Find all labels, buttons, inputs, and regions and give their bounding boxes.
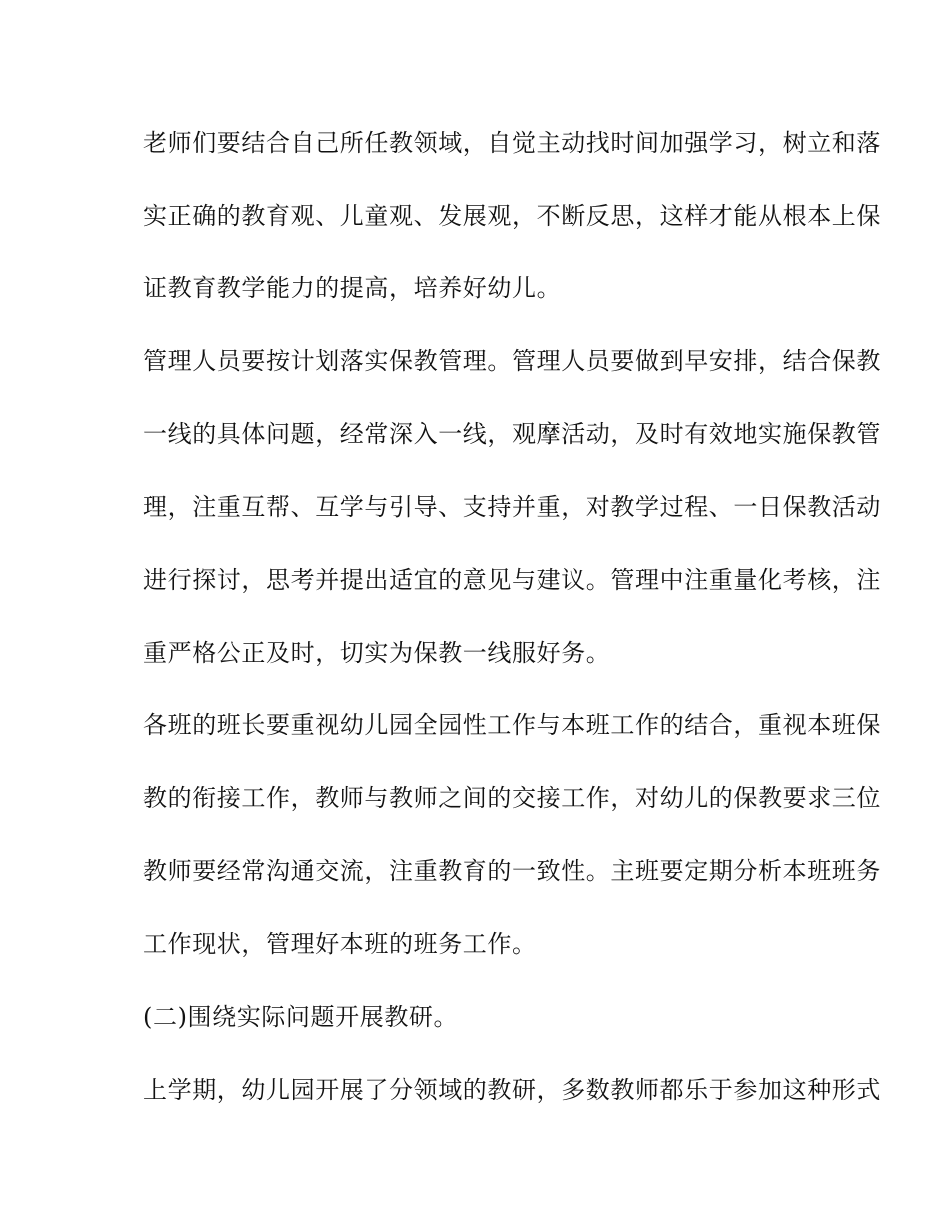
text-line: 各班的班长要重视幼儿园全园性工作与本班工作的结合，重视本班保 [143,711,881,739]
text-line: 实正确的教育观、儿童观、发展观，不断反思，这样才能从根本上保 [143,202,881,230]
text-line: 一线的具体问题，经常深入一线，观摩活动，及时有效地实施保教管 [143,420,881,448]
text-line: 管理人员要按计划落实保教管理。管理人员要做到早安排，结合保教 [143,347,881,375]
text-line: 理，注重互帮、互学与引导、支持并重，对教学过程、一日保教活动 [143,493,881,521]
text-line: 老师们要结合自己所任教领域，自觉主动找时间加强学习，树立和落 [143,129,881,157]
text-line: 重严格公正及时，切实为保教一线服好务。 [143,639,611,667]
text-line: 上学期，幼儿园开展了分领域的教研，多数教师都乐于参加这种形式 [143,1076,881,1104]
text-line: 进行探讨，思考并提出适宜的意见与建议。管理中注重量化考核，注 [143,566,881,594]
text-line: 工作现状，管理好本班的班务工作。 [143,930,537,958]
text-line: 教师要经常沟通交流，注重教育的一致性。主班要定期分析本班班务 [143,857,881,885]
section-heading: (二)围绕实际问题开展教研。 [143,1003,459,1031]
text-line: 证教育教学能力的提高，培养好幼儿。 [143,274,562,302]
text-line: 教的衔接工作，教师与教师之间的交接工作，对幼儿的保教要求三位 [143,784,881,812]
